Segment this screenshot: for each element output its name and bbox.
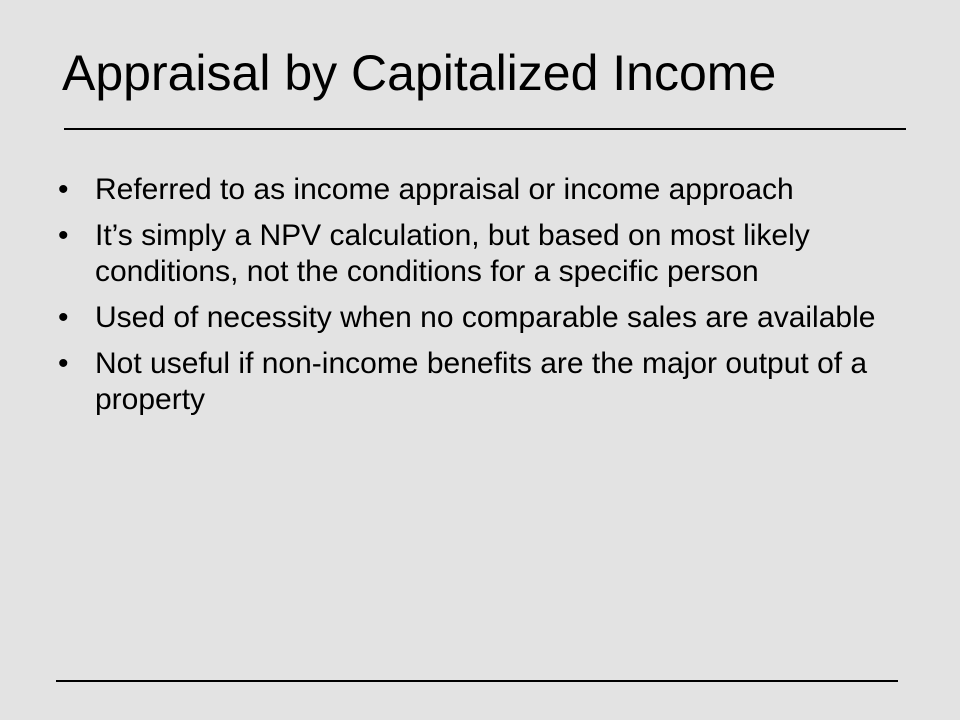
slide-title: Appraisal by Capitalized Income — [62, 45, 777, 101]
bullet-text: It’s simply a NPV calculation, but based on most likely conditions, not the conditions for a specific person — [95, 219, 810, 288]
bullet-icon: • — [58, 173, 69, 206]
bullet-text: Used of necessity when no comparable sales are available — [95, 301, 876, 334]
bullet-text: Referred to as income appraisal or income approach — [95, 173, 794, 206]
bullet-icon: • — [58, 301, 69, 334]
title-divider — [64, 128, 906, 130]
bullet-item — [55, 218, 915, 290]
bullet-item — [55, 346, 915, 418]
bullet-list — [55, 172, 915, 428]
bullet-item — [55, 300, 915, 336]
bullet-icon: • — [58, 347, 69, 380]
bullet-icon: • — [58, 219, 69, 252]
bullet-item — [55, 172, 915, 208]
bullet-text: Not useful if non-income benefits are the major output of a property — [95, 347, 868, 416]
footer-divider — [56, 680, 898, 682]
